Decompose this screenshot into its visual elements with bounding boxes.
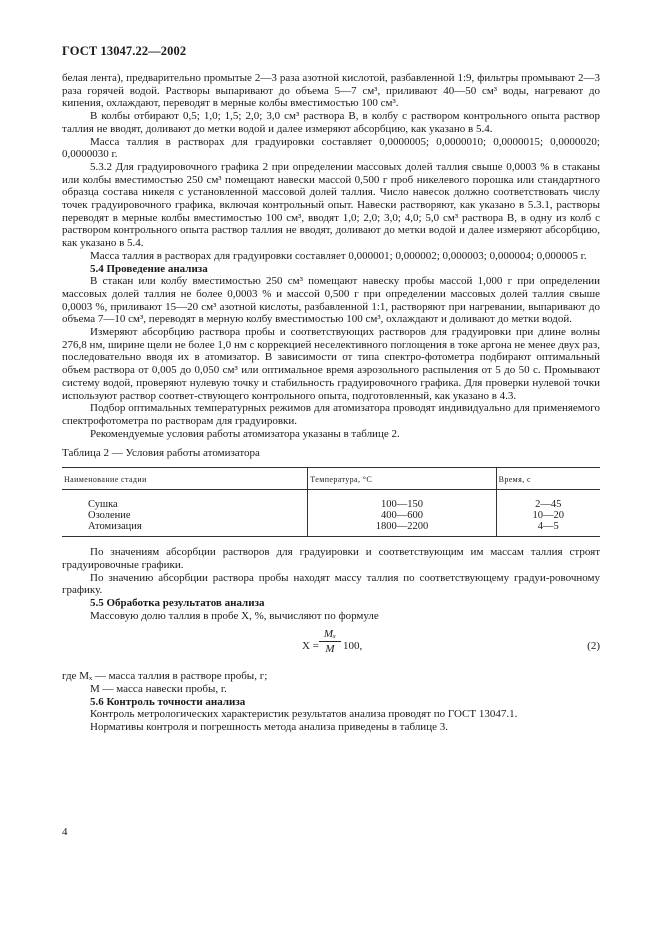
paragraph: белая лента), предварительно промытые 2—3 раза азотной кислотой, разбавленной 1:9, фильтры промывают 2—3 раза горячей водой. Растворы выпаривают до объема 5—7 см³, приливают 40—50 см³ воды, нагревают до кипения, охлаждают, переводят в мерные колбы вместимостью 100 см³. <box>62 72 600 110</box>
paragraph: Измеряют абсорбцию раствора пробы и соответствующих растворов для градуировки при длине волны 276,8 нм, ширине щели не более 1,0 нм с коррекцией неселективного поглощения в токе аргона не менее двух раз, последовательно вводя их в атомизатор. В зависимости от типа спектро-фотометра подбирают оптимальный объем раствора от 0,005 до 0,050 см³ или оптимальное время аэрозольного распыления от 5 до 50 с. Промывают систему водой, проверяют нулевую точку и стабильность градуировочного графика. Для проверки нулевой точки используют раствор соответ-ствующего контрольного опыта, подготовленный, как указано в 4.3. <box>62 326 600 402</box>
table-header-cell: Температура, °С <box>308 468 496 490</box>
legend-line: где Mₓ — масса таллия в растворе пробы, г; <box>62 670 268 683</box>
formula <box>62 624 600 668</box>
document-body <box>62 72 600 734</box>
paragraph: По значениям абсорбции растворов для градуировки и соответствующим им массам таллия строят градуировочные графики. <box>62 546 600 571</box>
table-row <box>62 521 600 537</box>
formula-number: (2) <box>587 640 600 653</box>
paragraph: В стакан или колбу вместимостью 250 см³ помещают навеску пробы массой 1,000 г при определении массовых долей таллия не более 0,0003 % и массой 0,500 г при определении массовых долей таллия свыше 0,0003 %, приливают 15—20 см³ азотной кислоты, разбавленной 1:1, растворяют при нагревании, выпаривают до объема 7—10 см³, переводят в мерную колбу вместимостью 100 см³, охлаждают и доливают до метки водой. <box>62 275 600 326</box>
legend-line: M — масса навески пробы, г. <box>90 683 227 696</box>
formula-numerator: Mₓ <box>319 627 341 642</box>
paragraph: Нормативы контроля и погрешность метода анализа приведены в таблице 3. <box>90 721 448 734</box>
table-cell: Атомизация <box>62 521 308 537</box>
paragraph: Рекомендуемые условия работы атомизатора указаны в таблице 2. <box>90 427 400 440</box>
table-row <box>62 490 600 511</box>
paragraph: Масса таллия в растворах для градуировки составляет 0,0000005; 0,0000010; 0,0000015; 0,0000020; 0,0000030 г. <box>62 135 600 161</box>
formula-rhs: 100, <box>343 640 363 653</box>
paragraph: Контроль метрологических характеристик результатов анализа проводят по ГОСТ 13047.1. <box>90 708 518 721</box>
table-caption: Таблица 2 — Условия работы атомизатора <box>62 447 260 460</box>
formula-lhs: X = <box>302 640 319 653</box>
paragraph: Масса таллия в растворах для градуировки составляет 0,000001; 0,000002; 0,000003; 0,000004; 0,000005 г. <box>90 249 587 262</box>
formula-fraction <box>319 627 341 656</box>
section-heading: 5.4 Проведение анализа <box>90 262 208 275</box>
page-header: ГОСТ 13047.22—2002 <box>62 44 187 58</box>
paragraph: Подбор оптимальных температурных режимов для атомизатора проводят индивидуально для применяемого спектрофотометра по растворам для градуировки. <box>62 402 600 427</box>
table-cell: 400—600 <box>308 510 496 521</box>
page-number: 4 <box>62 826 68 838</box>
conditions-table <box>62 467 600 537</box>
paragraph: 5.3.2 Для градуировочного графика 2 при определении массовых долей таллия свыше 0,0003 % в стаканы или колбы вместимостью 250 см³ помещают навески массой 0,500 г проб никелевого порошка или стандартного образца состава никеля с установленной массовой долей таллия. Число навесок должно соответствовать числу точек градуировочного графика, включая контрольный опыт. Навески растворяют, как указано в 5.3.1, растворы переводят в мерные колбы вместимостью 100 см³, вводят 1,0; 2,0; 3,0; 4,0; 5,0 см³ раствора В, в одну из колб с раствором контрольного опыта раствор таллия не вводят, доливают до метки водой и далее измеряют абсорбцию, как указано в 5.4. <box>62 160 600 250</box>
table-cell: Озоление <box>62 510 308 521</box>
paragraph: Массовую долю таллия в пробе X, %, вычисляют по формуле <box>90 609 379 622</box>
formula-denominator: M <box>325 643 335 656</box>
section-heading: 5.5 Обработка результатов анализа <box>90 596 265 609</box>
table-row <box>62 510 600 521</box>
table-cell: Сушка <box>62 490 308 511</box>
table-cell: 4—5 <box>496 521 600 537</box>
paragraph: По значению абсорбции раствора пробы находят массу таллия по соответствующему градуи-ровочному графику. <box>62 571 600 597</box>
paragraph: В колбы отбирают 0,5; 1,0; 1,5; 2,0; 3,0 см³ раствора В, в колбу с раствором контрольного опыта раствор таллия не вводят, доливают до метки водой и далее измеряют абсорбцию, как указано в 5.4. <box>62 110 600 135</box>
table-cell: 10—20 <box>532 510 565 522</box>
table-cell: 2—45 <box>535 499 562 511</box>
table-header-cell: Время, с <box>496 468 600 490</box>
section-heading: 5.6 Контроль точности анализа <box>90 695 246 708</box>
table-cell: 1800—2200 <box>308 521 496 537</box>
table-cell: 100—150 <box>308 490 496 511</box>
table-header-cell: Наименование стадии <box>62 468 308 490</box>
